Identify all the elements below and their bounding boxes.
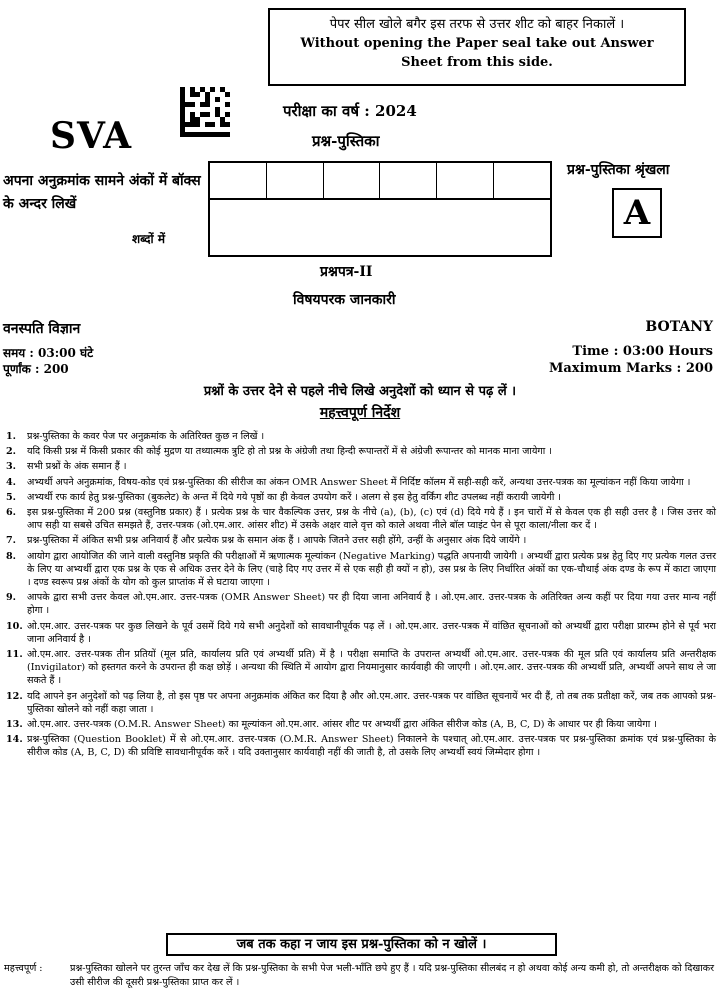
read-instructions-notice: प्रश्नों के उत्तर देने से पहले नीचे लिखे अनुदेशों को ध्यान से पढ़ लें ।: [203, 384, 517, 399]
instruction-item: [6, 506, 716, 532]
instruction-item: [6, 460, 716, 473]
roll-number-instruction: अपना अनुक्रमांक सामने अंकों में बॉक्स के अन्दर लिखें: [3, 173, 201, 212]
marks-english: Maximum Marks : 200: [549, 361, 713, 376]
instructions-list: [6, 430, 716, 762]
instruction-number: 3.: [6, 461, 17, 473]
instruction-number: 1.: [6, 431, 17, 442]
instruction-item: [6, 591, 716, 617]
roll-digit-box[interactable]: [266, 163, 323, 198]
instruction-text: प्रश्न-पुस्तिका में अंकित सभी प्रश्न अनिवार्य हैं और प्रत्येक प्रश्न के समान अंक हैं । आपके जितने उत्तर सही होंगे, उन्हीं के अनुसार अंक दिये जायेंगे ।: [27, 535, 527, 547]
instruction-number: 10.: [6, 620, 23, 632]
roll-digit-box[interactable]: [323, 163, 380, 198]
do-not-open-notice: जब तक कहा न जाय इस प्रश्न-पुस्तिका को न खोलें ।: [166, 933, 557, 956]
instruction-number: 14.: [6, 734, 23, 746]
instruction-text: प्रश्न-पुस्तिका (Question Booklet) में से ओ.एम.आर. उत्तर-पत्रक (O.M.R. Answer Sheet) निकालने के पश्चात् ओ.एम.आर. उत्तर-पत्रक पर प्रश्न-पुस्तिका क्रमांक एवं प्रश्न-पुस्तिका के सीरीज कोड (A, B, C, D) की प्रविष्टि सावधानीपूर्वक करें । यदि उक्तानुसार कार्यवाही नहीं की जाती है, तो उसके लिए अभ्यर्थी स्वयं जिम्मेदार होगा ।: [27, 734, 716, 759]
instruction-item: [6, 690, 716, 716]
instruction-item: [6, 733, 716, 759]
instruction-item: [6, 534, 716, 547]
instruction-number: 9.: [6, 592, 17, 604]
instruction-item: [6, 620, 716, 646]
instruction-item: [6, 491, 716, 504]
series-label: प्रश्न-पुस्तिका श्रृंखला: [567, 162, 670, 178]
seal-notice-english: Without opening the Paper seal take out Answer Sheet from this side.: [300, 36, 654, 70]
instruction-item: [6, 550, 716, 590]
important-note: [4, 962, 716, 990]
roll-digit-box[interactable]: [436, 163, 493, 198]
instruction-text: अभ्यर्थी अपने अनुक्रमांक, विषय-कोड एवं प्रश्न-पुस्तिका की सीरीज का अंकन OMR Answer Sheet में निर्दिष्ट कॉलम में सही-सही करें, अन्यथा उत्तर-पत्रक का मूल्यांकन नहीं किया जायेगा ।: [27, 476, 691, 488]
booklet-label: प्रश्न-पुस्तिका: [312, 132, 380, 150]
roll-number-words-field[interactable]: [210, 200, 550, 255]
instruction-item: [6, 476, 716, 489]
instruction-text: आयोग द्वारा आयोजित की जाने वाली वस्तुनिष्ठ प्रकृति की परीक्षाओं में ऋणात्मक मूल्यांकन (Negative Marking) पद्धति अपनायी जायेगी । अभ्यर्थी द्वारा प्रत्येक प्रश्न हेतु दिए गए प्रत्येक गलत उत्तर के लिए या अभ्यर्थी द्वारा एक प्रश्न के एक से अधिक उत्तर देने के लिए (चाहे दिए गए उत्तर में से एक सही ही क्यों न हो), उस प्रश्न के लिए निर्धारित अंकों का एक-चौथाई अंक दण्ड के रूप में काटा जाएगा । दण्ड स्वरूप प्रश्न अंकों के योग को कुल प्राप्तांक में से घटाया जाएगा ।: [27, 550, 716, 589]
instruction-number: 7.: [6, 535, 17, 547]
roll-digit-box[interactable]: [493, 163, 550, 198]
instruction-text: सभी प्रश्नों के अंक समान हैं ।: [27, 461, 127, 473]
instruction-number: 12.: [6, 690, 23, 702]
instruction-item: [6, 648, 716, 688]
seal-notice-hindi: पेपर सील खोले बगैर इस तरफ से उत्तर शीट को बाहर निकालें ।: [329, 17, 625, 32]
important-instructions-heading-wrap: [0, 403, 720, 422]
instruction-text: आपके द्वारा सभी उत्तर केवल ओ.एम.आर. उत्तर-पत्रक (OMR Answer Sheet) पर ही दिया जाना अनिवार्य है । ओ.एम.आर. उत्तर-पत्रक के अतिरिक्त अन्य कहीं पर दिया गया उत्तर मान्य नहीं होगा ।: [27, 592, 716, 617]
subject-english: BOTANY: [645, 319, 713, 335]
important-instructions-heading: महत्त्वपूर्ण निर्देश: [319, 405, 401, 421]
subject-heading: विषयपरक जानकारी: [293, 292, 396, 308]
instruction-number: 8.: [6, 550, 17, 562]
subject-hindi: वनस्पति विज्ञान: [3, 321, 81, 337]
marks-hindi: पूर्णांक : 200: [3, 362, 69, 376]
instruction-text: ओ.एम.आर. उत्तर-पत्रक पर कुछ लिखने के पूर्व उसमें दिये गये सभी अनुदेशों को सावधानीपूर्वक पढ़ लें । ओ.एम.आर. उत्तर-पत्रक में वांछित सूचनाओं को अभ्यर्थी द्वारा परीक्षा प्रारम्भ होने से पूर्व भरा जाना अनिवार्य है ।: [27, 620, 716, 645]
important-note-label: महत्त्वपूर्ण :: [4, 963, 43, 974]
instruction-item: [6, 445, 716, 458]
instruction-item: [6, 718, 716, 731]
important-note-text: प्रश्न-पुस्तिका खोलने पर तुरन्त जाँच कर देख लें कि प्रश्न-पुस्तिका के सभी पेज भली-भाँति छपे हुए हैं । यदि प्रश्न-पुस्तिका सीलबंद न हो अथवा कोई अन्य कमी हो, तो अन्तरीक्षक को दिखाकर उसी सीरीज की दूसरी प्रश्न-पुस्तिका प्राप्त कर लें ।: [70, 963, 714, 988]
roll-digit-box[interactable]: [379, 163, 436, 198]
instruction-number: 13.: [6, 719, 23, 731]
instruction-number: 4.: [6, 476, 17, 488]
paper-label: प्रश्नपत्र-II: [320, 264, 373, 280]
instruction-item: [6, 430, 716, 443]
instruction-number: 11.: [6, 649, 23, 661]
instruction-text: अभ्यर्थी रफ कार्य हेतु प्रश्न-पुस्तिका (बुकलेट) के अन्त में दिये गये पृष्ठों का ही केवल उपयोग करें । अलग से इस हेतु वर्किंग शीट उपलब्ध नहीं करायी जायेगी ।: [27, 491, 562, 503]
in-words-label: शब्दों में: [132, 232, 165, 246]
datamatrix-barcode-icon: [180, 86, 230, 138]
instruction-text: ओ.एम.आर. उत्तर-पत्रक तीन प्रतियों (मूल प्रति, कार्यालय प्रति एवं अभ्यर्थी प्रति) में है । परीक्षा समाप्ति के उपरान्त अभ्यर्थी ओ.एम.आर. उत्तर-पत्रक की मूल प्रति एवं कार्यालय प्रति अन्तरीक्षक (Invigilator) को हस्तगत करने के उपरान्त ही कक्ष छोड़ें । अन्यथा की स्थिति में आयोग द्वारा नियमानुसार कार्यवाही की जाएगी । ओ.एम.आर. उत्तर-पत्रक की अभ्यर्थी प्रति, अभ्यर्थी अपने साथ ले जा सकते हैं ।: [27, 649, 716, 687]
instruction-number: 6.: [6, 507, 17, 519]
time-hindi: समय : 03:00 घंटे: [3, 346, 94, 360]
instruction-number: 2.: [6, 446, 17, 458]
time-english: Time : 03:00 Hours: [572, 344, 713, 359]
instruction-text: ओ.एम.आर. उत्तर-पत्रक (O.M.R. Answer Sheet) का मूल्यांकन ओ.एम.आर. आंसर शीट पर अभ्यर्थी द्वारा अंकित सीरीज कोड (A, B, C, D) के आधार पर ही किया जायेगा ।: [27, 719, 657, 731]
seal-notice-box: [268, 8, 686, 86]
instruction-number: 5.: [6, 491, 17, 503]
roll-number-digit-row: [210, 163, 550, 200]
instruction-text: इस प्रश्न-पुस्तिका में 200 प्रश्न (वस्तुनिष्ठ प्रकार) हैं । प्रत्येक प्रश्न के चार वैकल्पिक उत्तर, प्रश्न के नीचे (a), (b), (c) एवं (d) दिये गये हैं । इन चारों में से केवल एक ही सही उत्तर है । जिस उत्तर को आप सही या सबसे उचित समझते हैं, उत्तर-पत्रक (ओ.एम.आर. आंसर शीट) में उसके अक्षर वाले वृत्त को काले अथवा नीले बॉल प्वाइंट पेन से पूरा काला/नीला कर दें ।: [27, 507, 716, 532]
roll-number-box[interactable]: [208, 161, 552, 257]
instruction-text: प्रश्न-पुस्तिका के कवर पेज पर अनुक्रमांक के अतिरिक्त कुछ न लिखें ।: [27, 431, 265, 442]
paper-code: SVA: [50, 115, 133, 157]
roll-digit-box[interactable]: [210, 163, 266, 198]
instruction-text: यदि किसी प्रश्न में किसी प्रकार की कोई मुद्रण या तथ्यात्मक त्रुटि हो तो प्रश्न के अंग्रेजी तथा हिन्दी रूपान्तरों में से अंग्रेजी रूपान्तर को मानक माना जायेगा ।: [27, 446, 552, 458]
instruction-text: यदि आपने इन अनुदेशों को पढ़ लिया है, तो इस पृष्ठ पर अपना अनुक्रमांक अंकित कर दिया है और ओ.एम.आर. उत्तर-पत्रक पर वांछित सूचनायें भर दी हैं, तो तब तक प्रतीक्षा करें, जब तक आपको प्रश्न-पुस्तिका खोलने को नहीं कहा जाता ।: [27, 690, 716, 715]
exam-year: परीक्षा का वर्ष : 2024: [283, 102, 417, 120]
series-box: A: [612, 188, 662, 238]
